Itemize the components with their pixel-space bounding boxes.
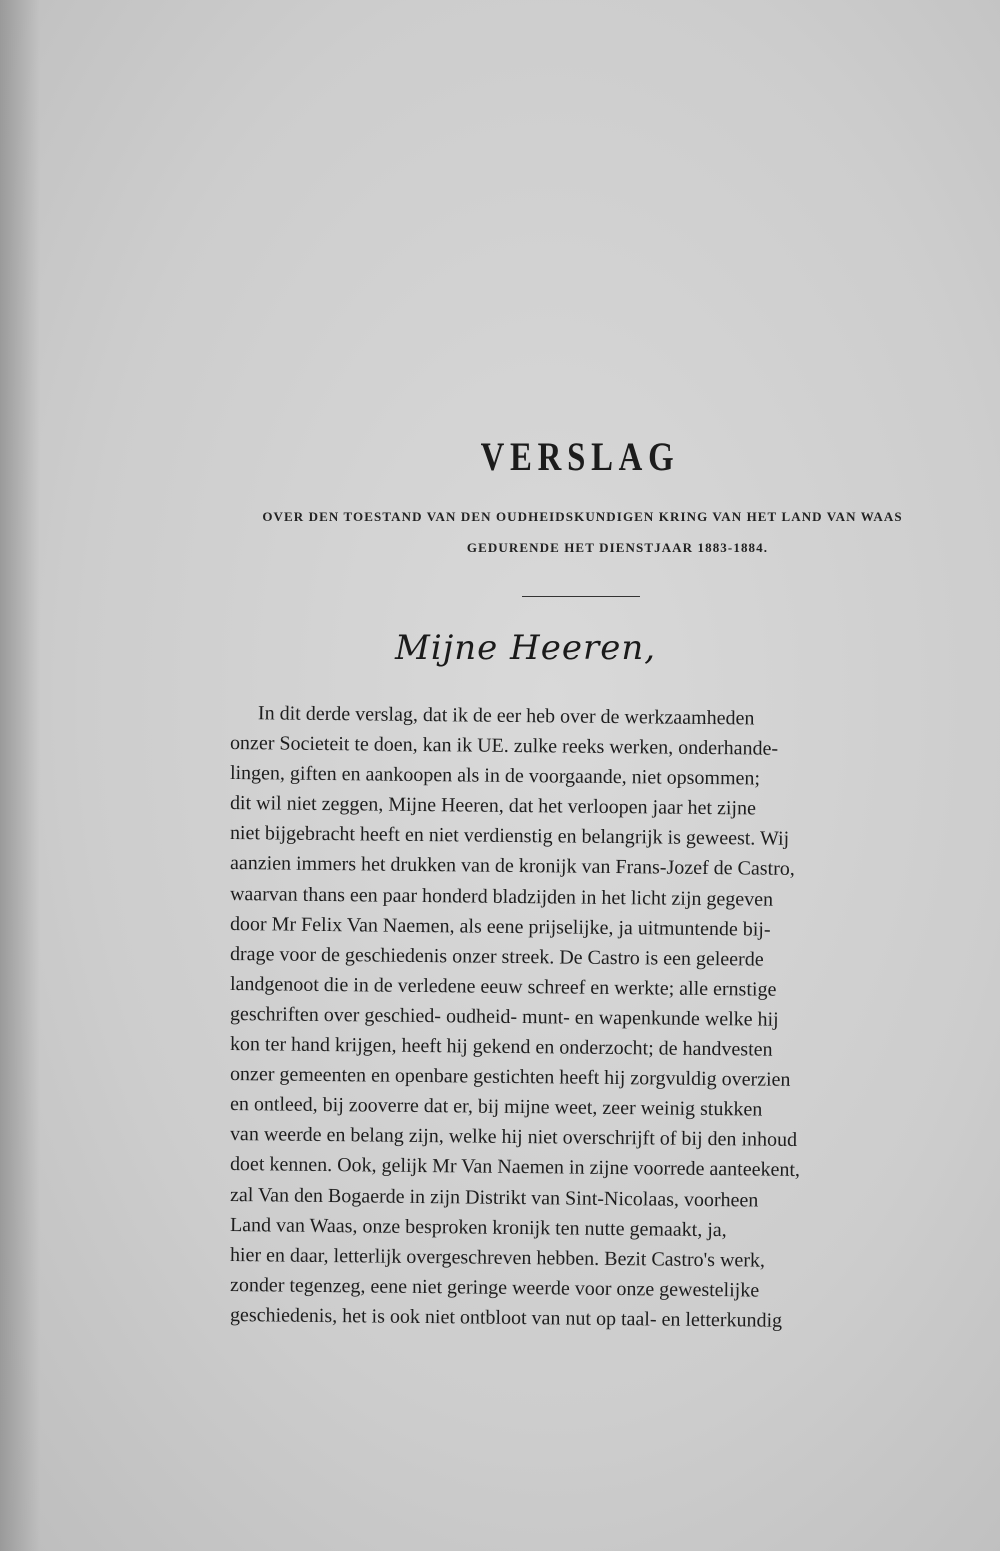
text-line: lingen, giften en aankoopen als in de voorgaande, niet opsommen;	[229, 762, 761, 790]
text-line: landgenoot die in de verledene eeuw schreef en werkte; alle ernstige	[229, 972, 777, 1001]
text-line: geschriften over geschied- oudheid- munt- en wapenkunde welke hij	[229, 1002, 779, 1031]
text-line: zonder tegenzeg, eene niet geringe weerde voor onze gewestelijke	[229, 1273, 760, 1302]
text-line: drage voor de geschiedenis onzer streek. De Castro is een geleerde	[229, 942, 764, 971]
document-title: VERSLAG	[480, 434, 680, 479]
text-line: doet kennen. Ook, gelijk Mr Van Naemen in zijne voorrede aanteekent,	[229, 1153, 801, 1182]
text-line: aanzien immers het drukken van de kronijk van Frans-Jozef de Castro,	[229, 852, 795, 881]
salutation: Mijne Heeren,	[395, 628, 657, 668]
text-line: onzer gemeenten en openbare gestichten heeft hij zorgvuldig overzien	[229, 1063, 791, 1091]
text-line: In dit derde verslag, dat ik de eer heb over de werkzaamheden	[257, 702, 755, 730]
text-line: waarvan thans een paar honderd bladzijden in het licht zijn gegeven	[229, 882, 774, 911]
text-line: van weerde en belang zijn, welke hij niet overschrijft of bij den inhoud	[229, 1123, 798, 1152]
page-edge-shadow	[0, 0, 40, 1551]
text-line: hier en daar, letterlijk overgeschreven hebben. Bezit Castro's werk,	[229, 1243, 766, 1272]
divider-rule	[522, 596, 640, 597]
text-line: onzer Societeit te doen, kan ik UE. zulke reeks werken, onderhande-	[229, 732, 779, 760]
text-line: dit wil niet zeggen, Mijne Heeren, dat het verloopen jaar het zijne	[229, 792, 757, 820]
subtitle-line-1: OVER DEN TOESTAND VAN DEN OUDHEIDSKUNDIGEN KRING VAN HET LAND VAN WAAS	[262, 509, 903, 524]
body-text	[230, 698, 920, 1330]
text-line: geschiedenis, het is ook niet ontbloot van nut op taal- en letterkundig	[229, 1303, 783, 1332]
subtitle-line-2: GEDURENDE HET DIENSTJAAR 1883-1884.	[466, 540, 769, 555]
text-line: zal Van den Bogaerde in zijn Distrikt van Sint-Nicolaas, voorheen	[229, 1183, 759, 1212]
text-line: en ontleed, bij zooverre dat er, bij mijne weet, zeer weinig stukken	[229, 1093, 763, 1121]
text-line: niet bijgebracht heeft en niet verdienstig en belangrijk is geweest. Wij	[229, 822, 790, 851]
text-line: door Mr Felix Van Naemen, als eene prijselijke, ja uitmuntende bij-	[229, 912, 771, 941]
text-line: kon ter hand krijgen, heeft hij gekend en onderzocht; de handvesten	[229, 1033, 773, 1061]
text-line: Land van Waas, onze besproken kronijk ten nutte gemaakt, ja,	[229, 1213, 727, 1241]
